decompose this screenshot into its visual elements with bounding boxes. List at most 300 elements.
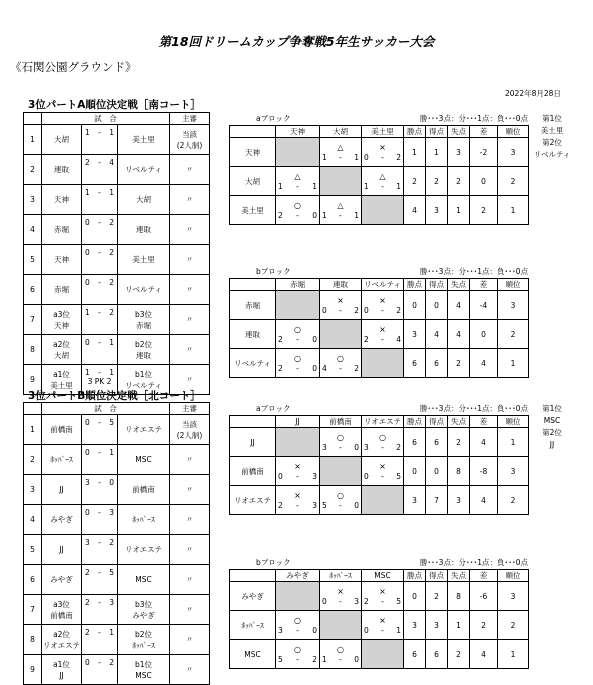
away-score: 5 [109, 568, 114, 577]
result-cell [362, 167, 404, 196]
stat-value: 6 [434, 649, 439, 659]
second-place-label: 第2位 [542, 138, 562, 147]
score-dash: - [339, 654, 342, 664]
away-team: 美土里 [132, 135, 155, 144]
team-name: 美土里 [241, 205, 264, 215]
standings-row [230, 167, 529, 196]
column-header: 差 [479, 127, 488, 136]
match-number: 5 [30, 255, 35, 264]
match-row [24, 595, 210, 625]
home-team: a2位 [53, 339, 70, 349]
stat-value: 2 [481, 620, 486, 630]
away-score: 4 [109, 158, 114, 167]
stat-value: 2 [481, 205, 486, 215]
block-label: bブロック [256, 267, 291, 276]
referee: 〃 [185, 485, 194, 494]
match-row [24, 245, 210, 275]
stat-value: 6 [412, 358, 417, 368]
result-mark: × [379, 461, 386, 471]
away-score: 2 [109, 248, 114, 257]
block-label: aブロック [256, 114, 291, 123]
goals-for: 3 [364, 442, 369, 452]
score-dash: - [381, 334, 384, 344]
referee: 〃 [185, 165, 194, 174]
second-place-team: リベルティ [533, 150, 571, 159]
column-header: 失点 [451, 280, 466, 289]
home-team: みやぎ [50, 515, 73, 524]
away-score: 2 [109, 538, 114, 547]
away-team: 連取 [136, 225, 151, 234]
home-score: 0 [85, 418, 90, 427]
home-team: a1位 [53, 369, 70, 379]
stat-value: 4 [434, 329, 439, 339]
result-mark: × [379, 142, 386, 152]
goals-against: 2 [354, 305, 359, 315]
standings-row [230, 349, 529, 378]
away-score: 3 [109, 508, 114, 517]
goals-for: 0 [364, 471, 369, 481]
match-header: 試 合 [94, 114, 117, 123]
score-dash: - [381, 471, 384, 481]
score-dash: - [381, 305, 384, 315]
away-team: b1位 [134, 659, 153, 669]
away-score: 0 [109, 478, 114, 487]
match-row [24, 565, 210, 595]
result-cell [320, 291, 362, 320]
result-mark: ○ [337, 432, 344, 442]
stat-value: 3 [510, 300, 516, 310]
result-mark: × [294, 490, 301, 500]
result-cell [362, 457, 404, 486]
score-dash: - [296, 654, 299, 664]
match-number: 7 [30, 315, 35, 324]
goals-for: 2 [278, 500, 283, 510]
stat-value: 0 [434, 300, 439, 310]
stat-value: 6 [434, 358, 439, 368]
result-mark: ○ [294, 615, 301, 625]
section-b-block-b [229, 557, 529, 669]
stat-value: 0 [412, 591, 417, 601]
away-team: 前橋南 [132, 485, 155, 494]
away-team: MSC [135, 575, 152, 584]
goals-against: 1 [354, 152, 359, 162]
referee: 〃 [185, 255, 194, 264]
home-team: a2位 [53, 629, 70, 639]
result-cell [320, 640, 362, 669]
home-score: 2 [85, 568, 90, 577]
match-number: 3 [30, 485, 35, 494]
column-header: 差 [479, 280, 488, 289]
away-team: b2位 [134, 629, 153, 639]
standings-row [230, 457, 529, 486]
result-cell [362, 138, 404, 167]
away-team: b3位 [134, 309, 153, 319]
stat-value: 1 [510, 358, 516, 368]
self-match-cell [362, 196, 404, 225]
goals-against: 4 [396, 334, 401, 344]
match-row [24, 275, 210, 305]
standings-row [230, 428, 529, 457]
away-team-name: みやぎ [132, 610, 155, 620]
goals-against: 3 [354, 596, 359, 606]
column-header: 順位 [505, 571, 521, 580]
standings-row [230, 196, 529, 225]
home-score: 1 [85, 188, 90, 197]
result-cell [276, 457, 320, 486]
home-team-name: リオエステ [43, 640, 80, 650]
first-place-label: 第1位 [542, 114, 562, 123]
column-header: 美土里 [371, 127, 394, 136]
goals-for: 0 [322, 596, 327, 606]
stat-value: -2 [479, 147, 488, 157]
standings-table [229, 125, 529, 225]
home-score: 0 [85, 218, 90, 227]
away-score: 5 [109, 418, 114, 427]
goals-for: 0 [364, 305, 369, 315]
result-mark: ○ [337, 644, 344, 654]
goals-against: 5 [396, 471, 401, 481]
self-match-cell [276, 291, 320, 320]
match-number: 8 [30, 635, 35, 644]
score-dash: - [381, 181, 384, 191]
block-label: aブロック [256, 404, 291, 413]
stat-value: 4 [481, 358, 486, 368]
section-a-match-table [23, 112, 210, 395]
home-score: 3 [85, 538, 90, 547]
section-b-match-table [23, 402, 210, 685]
home-team: 赤堀 [54, 225, 69, 234]
stat-value: 1 [456, 620, 461, 630]
referee: 当該 [182, 129, 198, 139]
stat-value: 3 [434, 205, 439, 215]
section-a-block-b [229, 266, 529, 378]
team-name: 赤堀 [245, 300, 260, 310]
team-name: 天神 [245, 147, 260, 157]
match-row [24, 335, 210, 365]
goals-against: 0 [354, 654, 359, 664]
team-name: 大胡 [245, 176, 260, 186]
home-score: 2 [85, 158, 90, 167]
stat-value: 1 [456, 205, 461, 215]
column-header: リオエステ [364, 417, 401, 426]
column-header: MSC [374, 571, 391, 580]
stat-value: 0 [434, 466, 439, 476]
page-title: 第18回ドリームカップ争奪戦5年生サッカー大会 [158, 34, 435, 49]
column-header: 大胡 [333, 127, 348, 136]
goals-against: 1 [312, 181, 317, 191]
away-team-name: リベルティ [125, 380, 162, 390]
team-name: みやぎ [241, 591, 264, 601]
result-mark: × [379, 615, 386, 625]
goals-for: 2 [278, 210, 283, 220]
result-cell [320, 349, 362, 378]
away-team: リベルティ [125, 165, 162, 174]
score-dash: - [339, 596, 342, 606]
referee: 当該 [182, 419, 198, 429]
match-number: 2 [30, 165, 35, 174]
score-dash: - [98, 568, 101, 577]
home-team: ﾎｯﾊﾟｰｽ [50, 455, 73, 464]
score-dash: - [296, 210, 299, 220]
self-match-cell [276, 582, 320, 611]
referee: 〃 [185, 605, 194, 614]
goals-against: 0 [312, 363, 317, 373]
goals-for: 0 [364, 152, 369, 162]
home-score: 3 [85, 478, 90, 487]
match-number: 8 [30, 345, 35, 354]
goals-for: 1 [364, 181, 369, 191]
block-label: bブロック [256, 558, 291, 567]
goals-for: 5 [278, 654, 283, 664]
away-score: 2 [109, 218, 114, 227]
stat-value: 3 [456, 147, 461, 157]
result-cell [320, 582, 362, 611]
referee: 〃 [185, 665, 194, 674]
team-name: 前橋南 [241, 466, 264, 476]
match-number: 6 [30, 285, 35, 294]
result-mark: △ [337, 142, 344, 152]
column-header: 得点 [429, 127, 444, 136]
away-team: リベルティ [125, 285, 162, 294]
home-score: 0 [85, 658, 90, 667]
stat-value: 4 [456, 300, 461, 310]
match-row [24, 505, 210, 535]
goals-for: 1 [322, 654, 327, 664]
score-dash: - [296, 363, 299, 373]
referee-note: (2人制) [176, 430, 203, 440]
points-legend: 勝･･･3点：分･･･1点：負･･･0点 [419, 404, 528, 413]
away-team: b2位 [134, 339, 153, 349]
column-header: 順位 [505, 417, 521, 426]
away-team-name: ﾎｯﾊﾟｰｽ [132, 640, 155, 650]
away-team: b3位 [134, 599, 153, 609]
column-header: 得点 [429, 417, 444, 426]
result-mark: × [337, 295, 344, 305]
result-cell [276, 320, 320, 349]
score-dash: - [98, 128, 101, 137]
match-row [24, 475, 210, 505]
match-row [24, 185, 210, 215]
stat-value: 2 [510, 620, 516, 630]
home-score: 0 [85, 278, 90, 287]
stat-value: 7 [434, 495, 439, 505]
column-header: 順位 [505, 127, 521, 136]
goals-against: 1 [396, 625, 401, 635]
referee: 〃 [185, 455, 194, 464]
goals-against: 0 [312, 334, 317, 344]
section-b-block-a [229, 403, 529, 515]
team-name: リオエステ [234, 495, 271, 505]
away-team-name: MSC [135, 670, 152, 680]
self-match-cell [362, 640, 404, 669]
column-header: 得点 [429, 571, 444, 580]
result-cell [276, 640, 320, 669]
referee: 〃 [185, 375, 194, 384]
home-score: 2 [85, 628, 90, 637]
self-match-cell [320, 167, 362, 196]
section-b-result [532, 403, 572, 451]
result-mark: × [379, 586, 386, 596]
goals-for: 5 [322, 500, 327, 510]
team-name: リベルティ [234, 358, 271, 368]
self-match-cell [276, 428, 320, 457]
goals-against: 1 [354, 210, 359, 220]
stat-value: 1 [510, 437, 516, 447]
column-header: みやぎ [286, 571, 309, 580]
match-number: 1 [30, 135, 35, 144]
away-team-name: 連取 [136, 350, 151, 360]
goals-for: 1 [278, 181, 283, 191]
match-number: 4 [30, 225, 35, 234]
stat-value: 4 [481, 495, 486, 505]
referee-header: 主審 [182, 404, 198, 413]
goals-against: 0 [312, 625, 317, 635]
score-dash: - [381, 596, 384, 606]
result-cell [362, 320, 404, 349]
match-table [23, 112, 210, 395]
score-dash: - [98, 188, 101, 197]
home-score: 0 [85, 338, 90, 347]
result-mark: × [294, 461, 301, 471]
goals-for: 4 [322, 363, 327, 373]
section-b-title: 3位パートB順位決定戦［北コート］ [28, 390, 201, 402]
standings-table [229, 415, 529, 515]
result-mark: × [337, 586, 344, 596]
referee: 〃 [185, 345, 194, 354]
standings-row [230, 486, 529, 515]
away-team: b1位 [134, 369, 153, 379]
stat-value: 2 [456, 176, 461, 186]
stat-value: 3 [412, 329, 417, 339]
stat-value: 0 [481, 176, 486, 186]
home-team-name: 美土里 [50, 380, 73, 390]
home-team: 前橋南 [50, 425, 73, 434]
first-place-label: 第1位 [542, 404, 562, 413]
standings-row [230, 138, 529, 167]
score-dash: - [296, 471, 299, 481]
goals-against: 3 [312, 500, 317, 510]
away-score: 1 [109, 448, 114, 457]
stat-value: 2 [412, 176, 417, 186]
goals-for: 0 [278, 471, 283, 481]
goals-for: 0 [364, 625, 369, 635]
stat-value: 2 [434, 591, 439, 601]
section-a-result [532, 113, 572, 161]
away-team: 美土里 [132, 255, 155, 264]
column-header: 失点 [451, 127, 466, 136]
referee: 〃 [185, 285, 194, 294]
result-cell [320, 486, 362, 515]
result-cell [362, 611, 404, 640]
match-row [24, 445, 210, 475]
home-score: 1 [85, 128, 90, 137]
away-score: 1 [109, 188, 114, 197]
result-mark: × [379, 295, 386, 305]
home-score: 2 [85, 598, 90, 607]
referee: 〃 [185, 575, 194, 584]
column-header: ﾎｯﾊﾟｰｽ [329, 571, 352, 580]
stat-value: 4 [481, 437, 486, 447]
standings-row [230, 611, 529, 640]
section-a-title: 3位パートA順位決定戦［南コート］ [28, 99, 201, 111]
standings-row [230, 582, 529, 611]
standings-table [229, 278, 529, 378]
referee: 〃 [185, 195, 194, 204]
result-cell [276, 486, 320, 515]
match-table [23, 402, 210, 685]
stat-value: 3 [434, 620, 439, 630]
result-cell [362, 428, 404, 457]
score-dash: - [98, 368, 101, 377]
column-header: 差 [479, 571, 488, 580]
score-dash: - [98, 658, 101, 667]
match-number: 2 [30, 455, 35, 464]
home-score: 1 [85, 308, 90, 317]
home-team: 赤堀 [54, 285, 69, 294]
points-legend: 勝･･･3点：分･･･1点：負･･･0点 [419, 267, 528, 276]
goals-for: 0 [322, 305, 327, 315]
result-cell [276, 611, 320, 640]
match-number: 1 [30, 425, 35, 434]
goals-for: 1 [322, 210, 327, 220]
goals-against: 2 [354, 363, 359, 373]
column-header: 差 [479, 417, 488, 426]
score-dash: - [296, 625, 299, 635]
home-team: JJ [59, 545, 64, 554]
stat-value: 1 [434, 147, 439, 157]
away-score: 1 [109, 338, 114, 347]
standings-row [230, 291, 529, 320]
goals-against: 0 [312, 210, 317, 220]
away-team: リオエステ [125, 545, 162, 554]
away-score: 2 [109, 658, 114, 667]
points-legend: 勝･･･3点：分･･･1点：負･･･0点 [419, 114, 528, 123]
goals-for: 2 [364, 334, 369, 344]
self-match-cell [320, 611, 362, 640]
match-row [24, 155, 210, 185]
column-header: 連取 [333, 280, 348, 289]
match-number: 4 [30, 515, 35, 524]
referee: 〃 [185, 635, 194, 644]
result-cell [276, 167, 320, 196]
match-number: 7 [30, 605, 35, 614]
away-score: 2 [109, 308, 114, 317]
score-dash: - [98, 448, 101, 457]
home-score: 0 [85, 508, 90, 517]
score-dash: - [339, 210, 342, 220]
result-mark: ○ [294, 353, 301, 363]
self-match-cell [362, 349, 404, 378]
score-dash: - [381, 152, 384, 162]
stat-value: 3 [510, 591, 516, 601]
match-number: 9 [30, 375, 35, 384]
stat-value: 1 [510, 649, 516, 659]
column-header: JJ [295, 417, 300, 426]
away-team: 大胡 [136, 195, 151, 204]
score-dash: - [98, 628, 101, 637]
home-team: a1位 [53, 659, 70, 669]
score-dash: - [98, 158, 101, 167]
team-name: JJ [250, 437, 255, 447]
goals-against: 2 [396, 305, 401, 315]
goals-for: 3 [322, 442, 327, 452]
result-mark: ○ [294, 324, 301, 334]
column-header: 勝点 [407, 127, 422, 136]
score-dash: - [98, 478, 101, 487]
stat-value: 3 [412, 495, 417, 505]
home-team-name: 大胡 [54, 350, 69, 360]
stat-value: -8 [479, 466, 488, 476]
